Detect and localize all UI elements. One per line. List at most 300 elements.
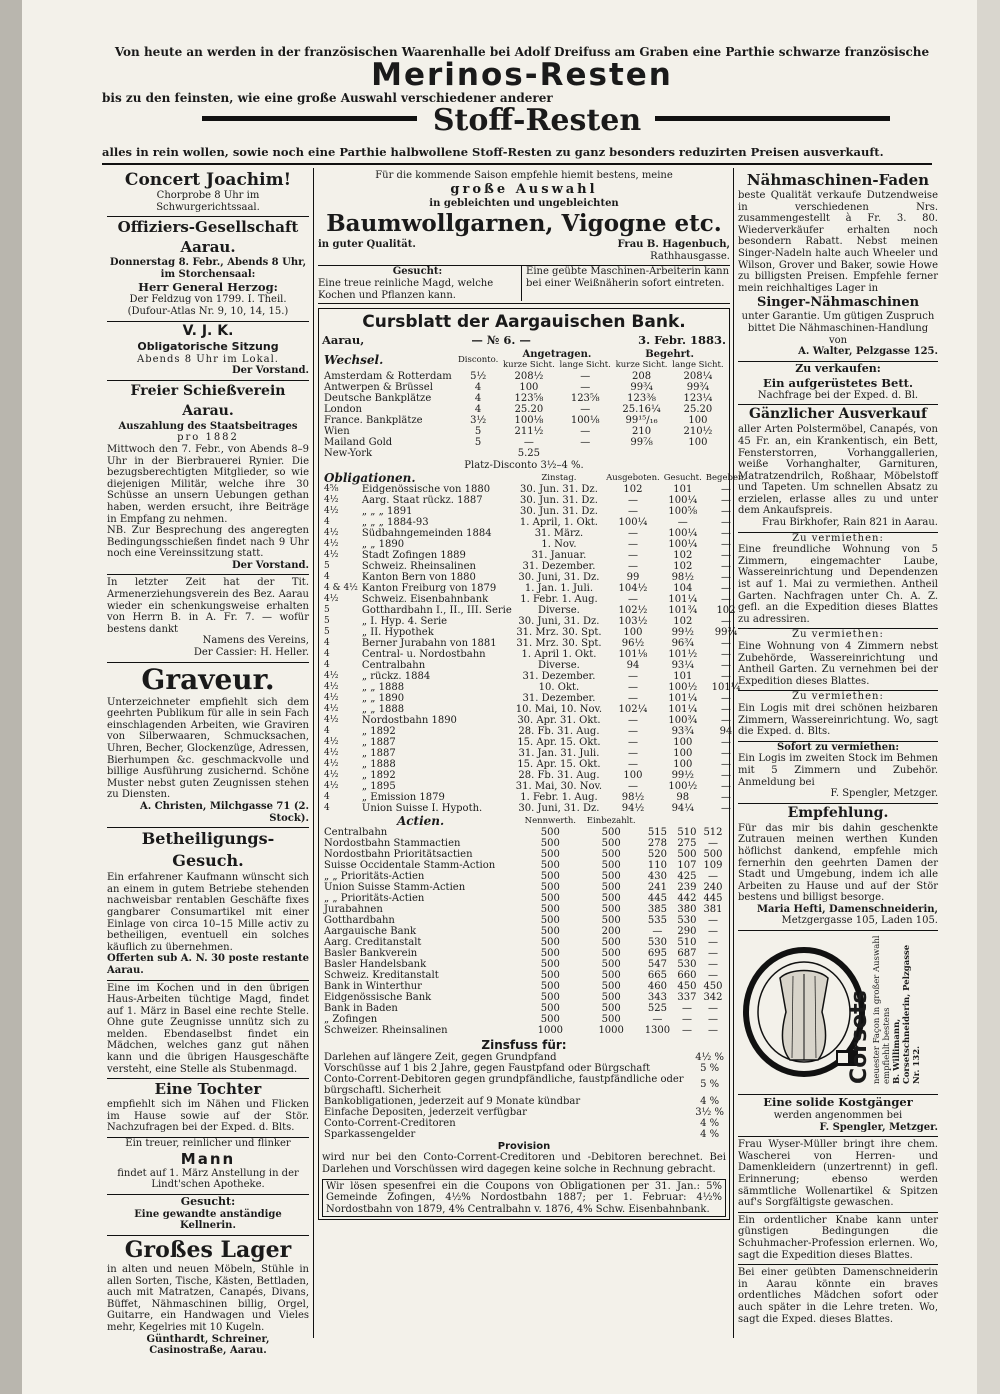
oblig-row-cell: 31. Jan. 31. Juli. [518,747,600,759]
armen-sign1: Namens des Vereins, [202,635,309,647]
vermiethen1-title: Zu vermiethen: [792,532,884,544]
oblig-row-cell: — [720,659,731,671]
oblig-row [322,517,748,528]
actien-row-cell: — [652,925,663,937]
oblig-row [322,638,748,649]
actien-row-cell: — [707,837,718,849]
actien-row-cell: — [707,936,718,948]
oblig-row-cell: 1. Nov. [541,538,577,550]
oblig-head-row [322,473,748,484]
actien-row-cell: 425 [677,870,697,882]
oblig-row-cell: „ 1895 [361,780,396,792]
actien-row-cell: Gotthardbahn [324,914,395,926]
wechsel-row-cell [670,448,726,459]
actien-row [322,948,726,959]
actien-row-cell: 535 [647,914,667,926]
oblig-row-cell: 30. Jun. 31. Dz. [520,505,598,517]
actien-row [322,849,726,860]
oblig-row [322,550,748,561]
oblig-row-cell: 99½ [671,626,694,638]
oblig-row-cell: 4 [324,659,330,670]
empfehlung-title: Empfehlung. [787,804,889,821]
oblig-row-cell: 4½ [324,747,339,758]
oblig-row [322,484,748,495]
wechsel-row-cell: 208¼ [683,371,713,383]
oblig-row-cell: 4½ [324,736,339,747]
oblig-row-cell: 4½ [324,692,339,703]
oblig-row [322,726,748,737]
verkaufen-title: Zu verkaufen: [795,361,881,375]
wechsel-row-cell: France. Bankplätze [324,415,423,427]
oblig-row [322,605,748,616]
actien-row-cell: 500 [540,914,560,926]
zinsfuss-row [322,1063,726,1074]
actien-row-cell: 500 [540,826,560,838]
actien-row-cell: Nordostbahn Prioritätsactien [324,848,473,860]
ausverkauf-body: aller Arten Polstermöbel, Canapés, von 45 Fr. an, ein Krankentisch, ein Bett, Fensterstorren, Vorhanggallerien, weiße Vorhanghalter, Garnituren, Matratzendrilch, Roßhaar, Möbelstoff und Tapeten. Um schnellen Absatz zu erzielen, erlasse alles zu und unter dem Ankaufspreis. [738,424,938,517]
zinsfuss-table [322,1052,726,1140]
oblig-row-cell: 103½ [618,615,648,627]
wechsel-row-cell: Deutsche Bankplätze [324,393,432,405]
oblig-row-cell: 100 [623,626,643,638]
actien-row-cell: — [681,1013,692,1025]
corsets-text: neuester Façon in großer Auswahl empfiehlt bestens [872,935,892,1085]
oblig-row [322,737,748,748]
actien-row-cell: 445 [703,892,723,904]
actien-row-cell: Eidgenössische Bank [324,991,432,1003]
oblig-row-cell: 31. Mrz. 30. Spt. [516,637,602,649]
header-title-stoff: Stoff-Resten [432,103,642,138]
wechsel-row-cell: 4 [474,404,482,416]
faden-body: beste Qualität verkaufe Dutzendweise in verschiedenen Nrs. zusammengestellt à Fr. 3. 80. Wiederverkäufer erhalten noch besondern Rabatt. Nebst meinen Singer-Nadeln halte auch Wheeler und Wilson, Grover und Baker, sowie Howe zu billigsten Preisen. Empfehle ferner mein reichhaltiges Lager in [738,190,938,294]
oblig-row-cell: 102 [716,604,736,616]
wechsel-row-cell: Antwerpen & Brüssel [324,382,433,394]
ausverkauf-title: Gänzlicher Ausverkauf [749,406,927,423]
actien-row-cell: 520 [647,848,667,860]
oblig-row [322,715,748,726]
actien-row-cell: 200 [601,925,621,937]
actien-row-cell: — [681,1024,692,1036]
oblig-row-cell: 101¼ [668,593,698,605]
hagenbuch-frau: Frau B. Hagenbuch, [617,239,730,251]
graveur-title: Graveur. [141,662,275,696]
wechsel-row-cell [613,448,670,459]
offiziers-atlas: (Dufour-Atlas Nr. 9, 10, 14, 15.) [127,305,289,317]
actien-row [322,904,726,915]
oblig-row-cell: 31. Dezember. [522,670,596,682]
actien-row [322,882,726,893]
oblig-row [322,682,748,693]
oblig-row-cell: 30. Apr. 31. Okt. [517,714,601,726]
concert-text: Chorprobe 8 Uhr im Schwurgerichtssaal. [156,190,260,213]
oblig-row [322,627,748,638]
cursblatt-city: Aarau, [322,333,365,348]
oblig-row-cell: 96¾ [671,637,694,649]
hagenbuch-rathaus: Rathhausgasse. [650,250,730,262]
wechsel-row-cell: New-York [324,448,373,460]
oblig-row-cell: 1. April, 1. Okt. [519,516,598,528]
oblig-row-cell: — [627,747,638,759]
header-bar-left [202,116,417,121]
provision-body: wird nur bei den Conto-Corrent-Creditoren und -Debitoren berechnet. Bei Darlehen und Vorschüssen wird dagegen keine solche in Rechnung gebracht. [322,1152,726,1175]
oblig-row-cell: 100¼ [618,516,648,528]
zinsfuss-row-cell: Conto-Corrent-Debitoren gegen grundpfändliche, faustpfändliche oder bürgschaftl. Sicherheit [324,1073,684,1096]
oblig-row-cell: 102¼ [618,703,648,715]
oblig-row-cell: Kanton Freiburg von 1879 [361,582,497,594]
actien-row [322,937,726,948]
actien-row-cell: 343 [647,991,667,1003]
oblig-row-cell: 101 [673,670,693,682]
oblig-row-cell: Diverse. [538,604,580,616]
actien-row-cell: 660 [677,969,697,981]
actien-row-cell: 110 [647,859,667,871]
oblig-row-cell: 30. Juni, 31. Dz. [518,615,600,627]
wechsel-row-cell: 99¹⁵/₁₆ [625,415,658,427]
oblig-row-cell: — [720,747,731,759]
concert-title: Concert Joachim! [124,170,292,190]
header-title-merinos: Merinos-Resten [371,57,673,93]
actien-row-cell: 500 [540,936,560,948]
wechsel-row-cell: 5 [474,437,482,449]
oblig-row [322,572,748,583]
oblig-row-cell: — [720,802,731,814]
zinsfuss-row [322,1074,726,1096]
oblig-row-cell: 4 [324,791,330,802]
oblig-row-cell: 100¼ [668,494,698,506]
coupons-box: Wir lösen spesenfrei ein die Coupons von Obligationen per 31. Jan.: 5% Gemeinde Zofingen, 4½% Nordostbahn 1887; per 1. Februar: 4½% Nordostbahn von 1879, 4% Centralbahn v. 1876, 4% Schw. Eisenbahnbank. [322,1179,726,1218]
oblig-row-cell: 31. Mai, 30. Nov. [515,780,603,792]
oblig-row-cell: 102½ [618,604,648,616]
oblig-row-cell: 101¼ [711,681,741,693]
oblig-row-cell: — [720,549,731,561]
wechsel-row-cell: Amsterdam & Rotterdam [324,371,452,383]
oblig-row-cell: 15. Apr. 15. Okt. [517,758,601,770]
oblig-row [322,748,748,759]
armen-sign2: Der Cassier: H. Heller. [193,647,309,659]
empfehlung-sign1: Maria Hefti, Damenschneiderin, [756,903,938,915]
cursblatt-no: — № 6. — [471,333,531,348]
wechsel-row-cell: 123⅝ [514,393,544,405]
actien-row [322,959,726,970]
zinsfuss-row [322,1107,726,1118]
mann-pre: Ein treuer, reinlicher und flinker [125,1138,291,1150]
vermiethen3-body: Ein Logis mit drei schönen heizbaren Zimmern, Wassereinrichtung. Wo, sagt die Exped. d. Blts. [738,702,938,738]
obligationen-table [322,470,748,814]
actien-row [322,992,726,1003]
naeherin-body: Eine geübte Maschinen-Arbeiterin kann bei einer Weißnäherin sofort eintreten. [526,266,730,289]
wechsel-row-cell: London [324,404,362,416]
offiziers-topic: Der Feldzug von 1799. I. Theil. [129,294,287,306]
oblig-row-cell: „ 1892 [361,769,396,781]
wechsel-row-cell: 100⅛ [570,415,600,427]
actien-row-cell: 530 [677,958,697,970]
wechsel-head-cell: Begehrt. [645,349,695,361]
column-rule-left [313,168,314,1338]
wechsel-row-cell: 3½ [470,415,487,427]
schuetzen-title: Freier Schießverein Aarau. [130,382,286,419]
actien-row-cell: Union Suisse Stamm-Actien [324,881,466,893]
wechsel-row-cell: Mailand Gold [324,437,393,449]
actien-row [322,926,726,937]
actien-row-cell: Schweiz. Kreditanstalt [324,969,439,981]
oblig-row-cell: 101¾ [668,604,698,616]
wechsel-row-cell: 123⅝ [570,393,600,405]
oblig-row-cell: „ 1888 [361,758,396,770]
oblig-row-cell: Schweiz. Rheinsalinen [361,560,476,572]
wechsel-row-cell: — [523,437,534,449]
actien-row-cell: Aarg. Creditanstalt [324,936,422,948]
oblig-row-cell: 4 [324,648,330,659]
oblig-row-cell: Aarg. Staat rückz. 1887 [361,494,483,506]
vjk-text: Abends 8 Uhr im Lokal. [137,353,279,365]
oblig-row-cell: — [720,703,731,715]
actien-row-cell: Schweizer. Rheinsalinen [324,1024,448,1036]
wascherei-body: Frau Wyser-Müller bringt ihre chem. Wascherei von Herren- und Damenkleidern (unzertrennt) in gefl. Erinnerung; ebenso werden sämmtliche Wollenartikel & Spitzen auf's Sorgfältigste gewaschen. [738,1139,938,1209]
actien-row [322,970,726,981]
oblig-row-cell: 1. Febr. 1. Aug. [520,791,598,803]
wechsel-row [322,426,726,437]
actien-row-cell: 500 [540,837,560,849]
actien-row-cell: 500 [601,969,621,981]
oblig-row [322,660,748,671]
wechsel-row-cell: 208½ [514,371,544,383]
magd-body: Eine im Kochen und in den übrigen Haus-Arbeiten tüchtige Magd, findet auf 1. März in Basel eine rechte Stelle. Ohne gute Zeugnisse unnütz sich zu melden. Ebendaselbst findet ein Mädchen, welches ganz gut nähen kann und die übrigen Hausgeschäfte versteht, eine Stelle als Stubenmagd. [107,982,309,1075]
wechsel-row [322,371,726,382]
actien-row-cell: 500 [601,870,621,882]
actien-row-cell: 500 [601,892,621,904]
actien-head-cell [700,816,726,827]
wechsel-row-cell: 4 [474,382,482,394]
oblig-row-cell: 101½ [668,648,698,660]
oblig-head-cell: Begeben. [705,472,747,483]
actien-row-cell: 1000 [598,1024,624,1036]
header-line2: bis zu den feinsten, wie eine große Auswahl verschiedener anderer [102,91,553,105]
oblig-row-cell: — [627,714,638,726]
oblig-row [322,803,748,814]
actien-row-cell: 500 [540,1013,560,1025]
vermiethen3-title: Zu vermiethen: [792,691,884,703]
platz-disconto: Platz-Disconto 3½–4 %. [464,460,584,472]
oblig-row-cell: 100½ [668,780,698,792]
zinsfuss-row-cell: 4½ % [695,1051,724,1063]
schuetzen-nb: NB. Zur Besprechung des angeregten Bedingungsschießen findet nach 9 Uhr noch eine Vereinssitzung statt. [107,525,309,560]
newspaper-page [22,0,977,1394]
oblig-row-cell: 4½ [324,593,339,604]
hagenbuch-gebleichten: in gebleichten und ungebleichten [429,197,619,209]
wechsel-row-cell: 210½ [683,426,713,438]
tochter-body: empfiehlt sich im Nähen und Flicken im Hause sowie auf der Stör. Nachzufragen bei der Exped. d. Blts. [107,1099,309,1134]
actien-row-cell: 500 [540,870,560,882]
oblig-row [322,495,748,506]
hagenbuch-grosse: große Auswahl [450,181,598,197]
header-line1: Von heute an werden in der französischen Waarenhalle bei Adolf Dreifuss am Graben eine Parthie schwarze französische [114,45,930,59]
oblig-row-cell: — [627,692,638,704]
oblig-head-cell: Ausgeboten. [606,472,660,483]
actien-row [322,860,726,871]
gesucht-magd-title: Gesucht: [392,266,443,278]
actien-row [322,893,726,904]
oblig-row-cell: 93¼ [671,659,694,671]
actien-table [322,813,726,1036]
damenschneiderin-body: Bei einer geübten Damenschneiderin in Aarau könnte ein braves ordentliches Mädchen sofort oder auch später in die Lehre treten. Wo, sagt die Exped. dieses Blattes. [738,1267,938,1325]
actien-row-cell: 500 [601,914,621,926]
oblig-row-cell: — [627,505,638,517]
wechsel-row-cell: 99⅞ [630,437,653,449]
oblig-row-cell: „ 1887 [361,747,396,759]
actien-row-cell: 241 [647,881,667,893]
oblig-row-cell: Eidgenössische von 1880 [361,483,491,495]
wechsel-row-cell: 99¾ [630,382,653,394]
oblig-row-cell: — [720,505,731,517]
actien-row-cell: „ „ Prioritäts-Actien [324,892,425,904]
corsets-vertical [848,934,922,1084]
schuetzen-sign: Der Vorstand. [231,559,309,571]
actien-row-cell: 500 [601,903,621,915]
oblig-row-cell: — [627,681,638,693]
schuetzen-line1: Auszahlung des Staatsbeitrages [118,420,298,432]
wechsel-row-cell: — [580,371,591,383]
oblig-row-cell: — [627,736,638,748]
actien-row-cell: — [707,1013,718,1025]
zinsfuss-row [322,1052,726,1063]
header-bar-right [655,116,890,121]
actien-row-cell: 500 [540,859,560,871]
header-line3: alles in rein wollen, sowie noch eine Parthie halbwollene Stoff-Resten zu ganz besonders reduzirten Preisen ausverkauft. [102,145,884,159]
oblig-row-cell: 99½ [671,769,694,781]
actien-row-cell: Bank in Winterthur [324,980,422,992]
cursblatt-date: 3. Febr. 1883. [638,333,726,348]
kostgaenger-body: werden angenommen bei [773,1110,903,1122]
empfehlung-sign2: Metzgergasse 105, Laden 105. [781,915,938,927]
oblig-row-cell: 94¼ [671,802,694,814]
wechsel-head-cell: Angetragen. [522,349,592,361]
actien-row-cell: 342 [703,991,723,1003]
oblig-row-cell: „ „ „ 1884-93 [361,516,429,528]
mann-title: Mann [180,1149,236,1168]
offiziers-date: Donnerstag 8. Febr., Abends 8 Uhr, im Storchensaal: [109,257,307,280]
zinsfuss-row-cell: Vorschüsse auf 1 bis 2 Jahre, gegen Faustpfand oder Bürgschaft [324,1062,651,1074]
actien-row-cell: 525 [647,1002,667,1014]
oblig-row [322,506,748,517]
oblig-row-cell: — [627,527,638,539]
wechsel-row [322,437,726,448]
oblig-row-cell: — [627,670,638,682]
oblig-row [322,561,748,572]
zinsfuss-row [322,1096,726,1107]
wechsel-row-cell: 123⅜ [627,393,656,405]
actien-row-cell: 500 [540,969,560,981]
zinsfuss-row-cell: Sparkassengelder [324,1128,416,1140]
actien-row-cell: Basler Bankverein [324,947,418,959]
oblig-row-cell: „ „ 1888 [361,703,405,715]
actien-row-cell: 665 [647,969,667,981]
oblig-row-cell: 4½ [324,714,339,725]
actien-row-cell: 337 [677,991,697,1003]
oblig-row-cell: Central- u. Nordostbahn [361,648,486,660]
beteiligung-title: Betheiligungs-Gesuch. [141,829,275,871]
wechsel-row-cell: 100 [688,437,708,449]
actien-row-cell: 109 [703,859,723,871]
oblig-row-cell: Nordostbahn 1890 [361,714,457,726]
oblig-row-cell: — [720,494,731,506]
oblig-row-cell: 4½ [324,494,339,505]
actien-row-cell: 240 [703,881,723,893]
oblig-row-cell: Stadt Zofingen 1889 [361,549,466,561]
oblig-row [322,770,748,781]
empfehlung-body: Für das mir bis dahin geschenkte Zutrauen meinen werthen Kunden höflichst dankend, empfehle mich fernerhin den geehrten Damen der Stadt und Umgebung, indem ich alle Arbeiten zu Hause und auf der Stör bestens und billigst besorge. [738,822,938,904]
actien-row-cell: 239 [677,881,697,893]
sofort-title: Sofort zu vermiethen: [776,741,900,753]
oblig-row-cell: 104½ [618,582,648,594]
oblig-row-cell: 4½ [324,769,339,780]
oblig-row [322,792,748,803]
actien-head-row [322,816,726,827]
actien-row-cell: Aargauische Bank [324,925,417,937]
wechsel-row-cell: 211½ [514,426,544,438]
actien-row-cell: 500 [677,848,697,860]
actien-row-cell: 500 [540,881,560,893]
wechsel-head-cell: Wechsel. [324,352,384,367]
vermiethen2-title: Zu vermiethen: [792,629,884,641]
oblig-row-cell: „ 1892 [361,725,396,737]
wechsel-row-cell [456,448,501,459]
actien-row-cell: 547 [647,958,667,970]
oblig-row-cell: 4 [324,725,330,736]
lager-title: Großes Lager [124,1237,292,1263]
oblig-row-cell: — [720,615,731,627]
oblig-row-cell: Südbahngemeinden 1884 [361,527,492,539]
oblig-row-cell: 4½ [324,549,339,560]
ausverkauf-sign: Frau Birkhofer, Rain 821 in Aarau. [762,517,938,529]
gesucht-magd-body: Eine treue reinliche Magd, welche Kochen und Pflanzen kann. [318,277,494,301]
cursblatt-title: Cursblatt der Aargauischen Bank. [362,312,686,333]
actien-row-cell: 500 [540,892,560,904]
oblig-row-cell: — [627,560,638,572]
oblig-row-cell: 4 [324,571,330,582]
actien-row [322,915,726,926]
hagenbuch-title: Baumwollgarnen, Vigogne etc. [326,210,722,238]
kostgaenger-sign: F. Spengler, Metzger. [819,1121,938,1133]
oblig-row-cell: — [720,571,731,583]
oblig-row [322,781,748,792]
oblig-row-cell: 104 [673,582,693,594]
actien-row-cell: 500 [601,881,621,893]
wechsel-row [322,448,726,459]
actien-row-cell: 500 [601,980,621,992]
oblig-row-cell: — [720,791,731,803]
oblig-row-cell: 31. Dezember. [522,692,596,704]
actien-row-cell: 500 [540,925,560,937]
gesucht-title: Gesucht: [180,1194,236,1208]
oblig-row-cell: „ 1887 [361,736,396,748]
actien-row-cell: Bank in Baden [324,1002,398,1014]
actien-row-cell: — [707,925,718,937]
actien-row [322,838,726,849]
zinsfuss-row-cell: 4 % [700,1095,720,1107]
oblig-row-cell: 15. Apr. 15. Okt. [517,736,601,748]
actien-row-cell: 530 [677,914,697,926]
oblig-row-cell: — [627,780,638,792]
oblig-row-cell: 94½ [621,802,645,814]
oblig-row-cell: 100¼ [668,538,698,550]
oblig-row-cell: 28. Fb. 31. Aug. [518,725,600,737]
oblig-row-cell: „ rückz. 1884 [361,670,431,682]
oblig-row-cell: 102 [623,483,643,495]
actien-row [322,827,726,838]
wechsel-table [322,349,726,459]
oblig-row-cell: 30. Juni, 31. Dz. [518,571,600,583]
oblig-row-cell: — [627,538,638,550]
